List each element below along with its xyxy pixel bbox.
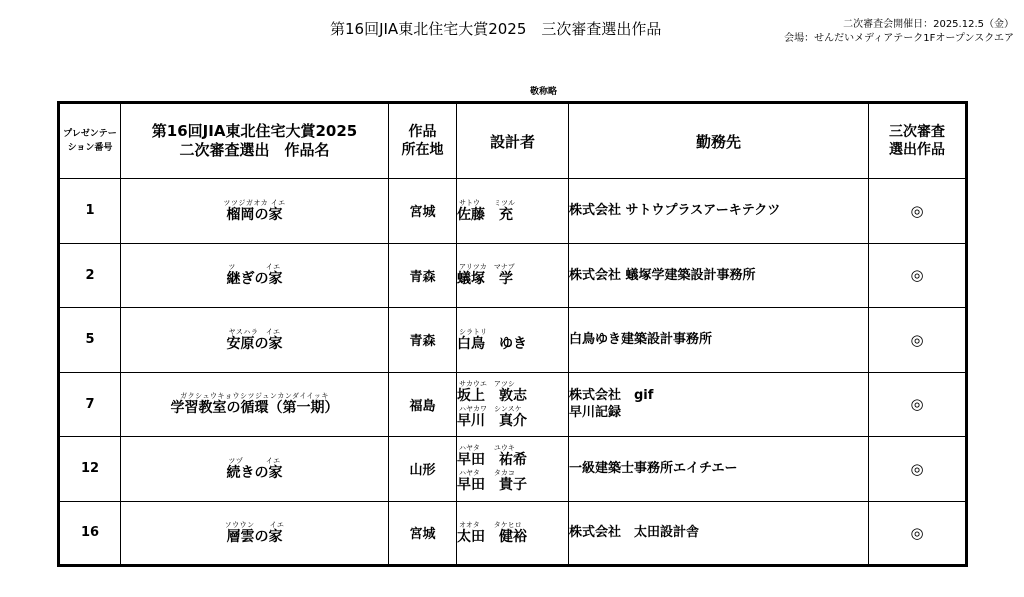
selection-mark: ◎ [869, 179, 967, 244]
header-selection-line2: 選出作品 [889, 142, 945, 158]
office-line: 株式会社 太田設計舎 [569, 525, 700, 541]
work-name-kana: ツツジガオカ イエ [223, 198, 286, 207]
page-title: 第16回JIA東北住宅大賞2025 三次審査選出作品 [330, 20, 662, 38]
office-cell [569, 501, 869, 566]
office-line: 株式会社 gif [569, 388, 654, 404]
work-name-kana: ツヅ イエ [228, 456, 281, 465]
designer-name: 太田 健裕 [457, 528, 527, 545]
header-location [389, 103, 457, 179]
location: 福島 [389, 372, 457, 437]
location: 青森 [389, 243, 457, 308]
office-line: 白鳥ゆき建築設計事務所 [569, 332, 713, 348]
selection-mark: ◎ [869, 372, 967, 437]
work-name: 学習教室の循環（第一期） [170, 400, 339, 417]
presentation-no: 1 [59, 179, 121, 244]
header-work-name [121, 103, 389, 179]
office-line: 一級建築士事務所エイチエー [569, 461, 738, 477]
work-name-cell [121, 437, 389, 502]
presentation-no: 2 [59, 243, 121, 308]
work-name: 続きの家 [226, 464, 283, 481]
table-row [59, 308, 967, 373]
office-line: 早川記録 [569, 405, 622, 421]
work-name-cell [121, 179, 389, 244]
table-header-row [59, 103, 967, 179]
designer-name: 早田 祐希 [457, 452, 527, 469]
office-cell [569, 179, 869, 244]
designer-cell [457, 243, 569, 308]
work-name-kana: ガクシュウキョウシツジュンカンダイイッキ [180, 392, 329, 401]
designer-kana: ハヤタ ユウキ [459, 444, 515, 453]
location: 宮城 [389, 179, 457, 244]
office-cell [569, 437, 869, 502]
header-work-name-line2: 二次審査選出 作品名 [179, 141, 330, 159]
presentation-no: 12 [59, 437, 121, 502]
work-name-cell [121, 243, 389, 308]
work-name: 層雲の家 [226, 528, 283, 545]
designer-kana: アリツカ マナブ [459, 263, 515, 272]
selection-mark: ◎ [869, 243, 967, 308]
presentation-no: 16 [59, 501, 121, 566]
designer-name: 蟻塚 学 [457, 271, 513, 288]
table-row [59, 501, 967, 566]
work-name-kana: ツ イエ [228, 263, 281, 272]
designer-kana: シラトリ [459, 327, 487, 336]
designer-kana: サカウエ アツシ [459, 379, 515, 388]
honorific-note: 敬称略 [530, 87, 558, 97]
header-presentation-no-line1: プレゼンテー [63, 129, 117, 139]
header-presentation-no [59, 103, 121, 179]
work-name-cell [121, 501, 389, 566]
office-line: 株式会社 サトウプラスアーキテクツ [569, 203, 781, 219]
header-location-line2: 所在地 [401, 142, 444, 158]
selection-table [57, 101, 968, 567]
header-office: 勤務先 [569, 103, 869, 179]
office-cell [569, 372, 869, 437]
designer-cell [457, 437, 569, 502]
location: 山形 [389, 437, 457, 502]
table-row [59, 179, 967, 244]
header-presentation-no-line2: ション番号 [67, 143, 113, 153]
table-row [59, 437, 967, 502]
location: 宮城 [389, 501, 457, 566]
designer-name: 坂上 敦志 [457, 387, 527, 404]
header-selection-line1: 三次審査 [889, 124, 945, 140]
event-date: 二次審査会開催日：2025.12.5（金） [843, 19, 1014, 30]
office-line: 株式会社 蟻塚学建築設計事務所 [569, 267, 756, 283]
office-cell [569, 308, 869, 373]
work-name-cell [121, 372, 389, 437]
designer-cell [457, 308, 569, 373]
designer-cell [457, 372, 569, 437]
designer-name: 早田 貴子 [457, 477, 527, 494]
designer-kana: ハヤカワ シンスケ [459, 404, 522, 413]
presentation-no: 5 [59, 308, 121, 373]
work-name-cell [121, 308, 389, 373]
header-location-line1: 作品 [408, 124, 437, 140]
designer-name: 早川 真介 [457, 412, 527, 429]
designer-name: 白鳥 ゆき [457, 335, 527, 352]
selection-mark: ◎ [869, 308, 967, 373]
work-name-kana: ソウウン イエ [224, 520, 285, 529]
work-name: 安原の家 [226, 335, 283, 352]
header-selection [869, 103, 967, 179]
designer-cell [457, 179, 569, 244]
designer-kana: オオタ タケヒロ [459, 520, 522, 529]
presentation-no: 7 [59, 372, 121, 437]
designer-cell [457, 501, 569, 566]
designer-kana: サトウ ミツル [459, 198, 515, 207]
work-name: 継ぎの家 [226, 271, 283, 288]
table-row [59, 372, 967, 437]
selection-mark: ◎ [869, 437, 967, 502]
work-name: 榴岡の家 [226, 206, 283, 223]
work-name-kana: ヤスハラ イエ [228, 327, 281, 336]
table-row [59, 243, 967, 308]
event-info [784, 18, 1014, 46]
office-cell [569, 243, 869, 308]
designer-kana: ハヤタ タカコ [459, 469, 515, 478]
header-work-name-line1: 第16回JIA東北住宅大賞2025 [151, 122, 358, 140]
event-venue: 会場：せんだいメディアテーク1Fオープンスクエア [784, 33, 1014, 44]
header-designer: 設計者 [457, 103, 569, 179]
selection-mark: ◎ [869, 501, 967, 566]
designer-name: 佐藤 充 [457, 206, 513, 223]
location: 青森 [389, 308, 457, 373]
